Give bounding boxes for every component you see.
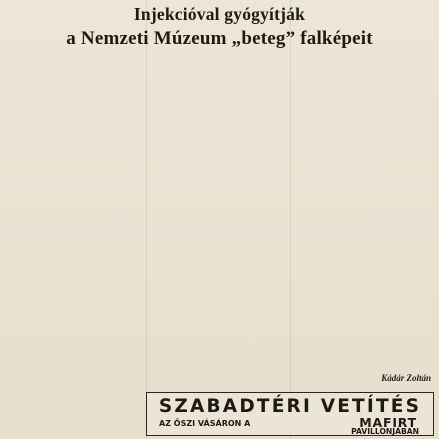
ad-title: SZABADTÉRI VETÍTÉS bbox=[158, 396, 422, 417]
author-byline: Kádár Zoltán bbox=[381, 373, 431, 383]
ad-venue: PAVILLONJÁBAN bbox=[351, 427, 419, 436]
article-column-3 bbox=[222, 55, 327, 380]
article-continuation bbox=[4, 412, 142, 438]
headline-line-1: Injekcióval gyógyítják bbox=[133, 4, 306, 24]
article-body bbox=[4, 55, 436, 380]
article-column-4 bbox=[331, 55, 436, 380]
advertisement-box bbox=[146, 392, 434, 436]
article-column-2 bbox=[113, 55, 218, 380]
ad-subline: AZ ŐSZI VÁSÁRON A bbox=[159, 419, 251, 428]
ad-brand: MAFIRT bbox=[359, 415, 417, 430]
headline-line-2: a Nemzeti Múzeum „beteg” falképeit bbox=[66, 28, 373, 49]
article-column-1 bbox=[4, 55, 109, 380]
